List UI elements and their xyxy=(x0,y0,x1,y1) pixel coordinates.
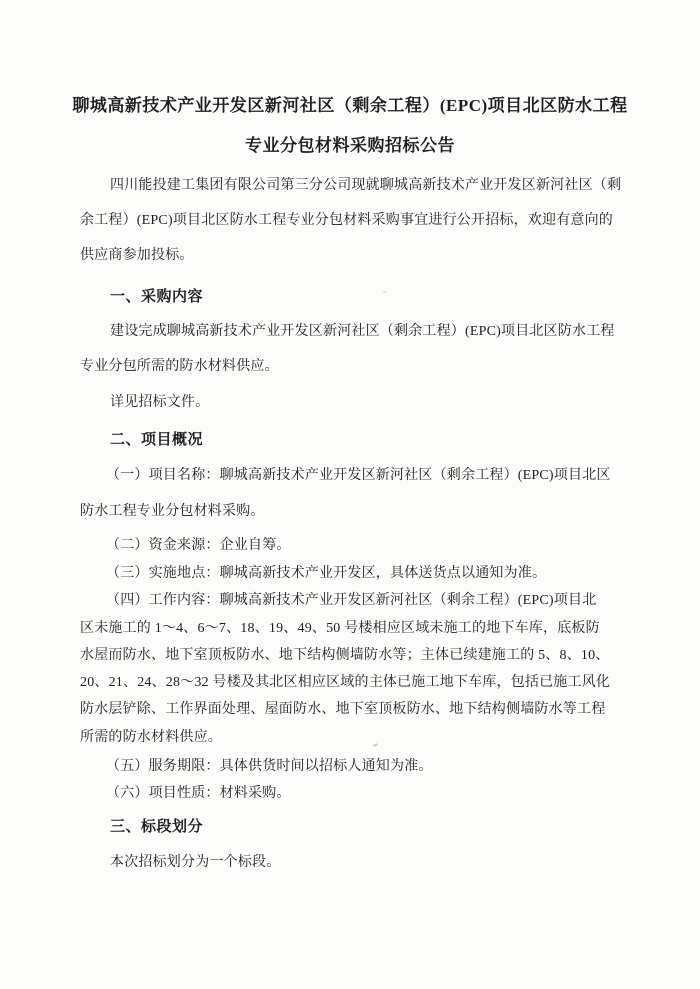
section-2-line-10: 所需的防水材料供应。 xyxy=(80,730,222,745)
section-1-line-3: 详见招标文件。 xyxy=(110,395,210,410)
section-2-line-11: （五）服务期限：具体供货时间以招标人通知为准。 xyxy=(106,759,433,774)
section-2-line-12: （六）项目性质：材料采购。 xyxy=(106,786,291,801)
section-3-line-1: 本次招标划分为一个标段。 xyxy=(110,855,281,870)
section-2-line-8: 20、21、24、28～32 号楼及其北区相应区域的主体已施工地下车库，包括已施工风化 xyxy=(80,675,611,690)
document-title-line-2: 专业分包材料采购招标公告 xyxy=(245,136,455,155)
section-1-heading: 一、采购内容 xyxy=(110,289,204,305)
intro-paragraph-line-3: 供应商参加投标。 xyxy=(80,248,194,263)
scan-artifact-speck xyxy=(383,291,386,293)
document-title-line-1: 聊城高新技术产业开发区新河社区（剩余工程）(EPC)项目北区防水工程 xyxy=(72,96,628,115)
section-2-heading: 二、项目概况 xyxy=(110,432,204,448)
intro-paragraph-line-2: 余工程）(EPC)项目北区防水工程专业分包材料采购事宜进行公开招标，欢迎有意向的 xyxy=(80,213,613,228)
section-2-line-6: 区未施工的 1～4、6～7、18、19、49、50 号楼相应区域未施工的地下车库，底板防 xyxy=(80,621,600,636)
section-2-line-1: （一）项目名称：聊城高新技术产业开发区新河社区（剩余工程）(EPC)项目北区 xyxy=(106,468,611,483)
section-2-line-5: （四）工作内容：聊城高新技术产业开发区新河社区（剩余工程）(EPC)项目北 xyxy=(106,593,597,608)
section-2-line-2: 防水工程专业分包材料采购。 xyxy=(80,504,265,519)
section-2-line-4: （三）实施地点：聊城高新技术产业开发区，具体送货点以通知为准。 xyxy=(106,566,547,581)
section-2-line-3: （二）资金来源：企业自筹。 xyxy=(106,538,291,553)
section-1-line-1: 建设完成聊城高新技术产业开发区新河社区（剩余工程）(EPC)项目北区防水工程 xyxy=(110,324,615,339)
scan-artifact-speck xyxy=(373,743,378,747)
intro-paragraph-line-1: 四川能投建工集团有限公司第三分公司现就聊城高新技术产业开发区新河社区（剩 xyxy=(110,178,622,193)
section-3-heading: 三、标段划分 xyxy=(110,819,204,835)
section-1-line-2: 专业分包所需的防水材料供应。 xyxy=(80,359,279,374)
section-2-line-9: 防水层铲除、工作界面处理、屋面防水、地下室顶板防水、地下结构侧墙防水等工程 xyxy=(80,702,606,717)
section-2-line-7: 水屋而防水、地下室顶板防水、地下结构侧墙防水等；主体已续建施工的 5、8、10、 xyxy=(80,648,610,663)
